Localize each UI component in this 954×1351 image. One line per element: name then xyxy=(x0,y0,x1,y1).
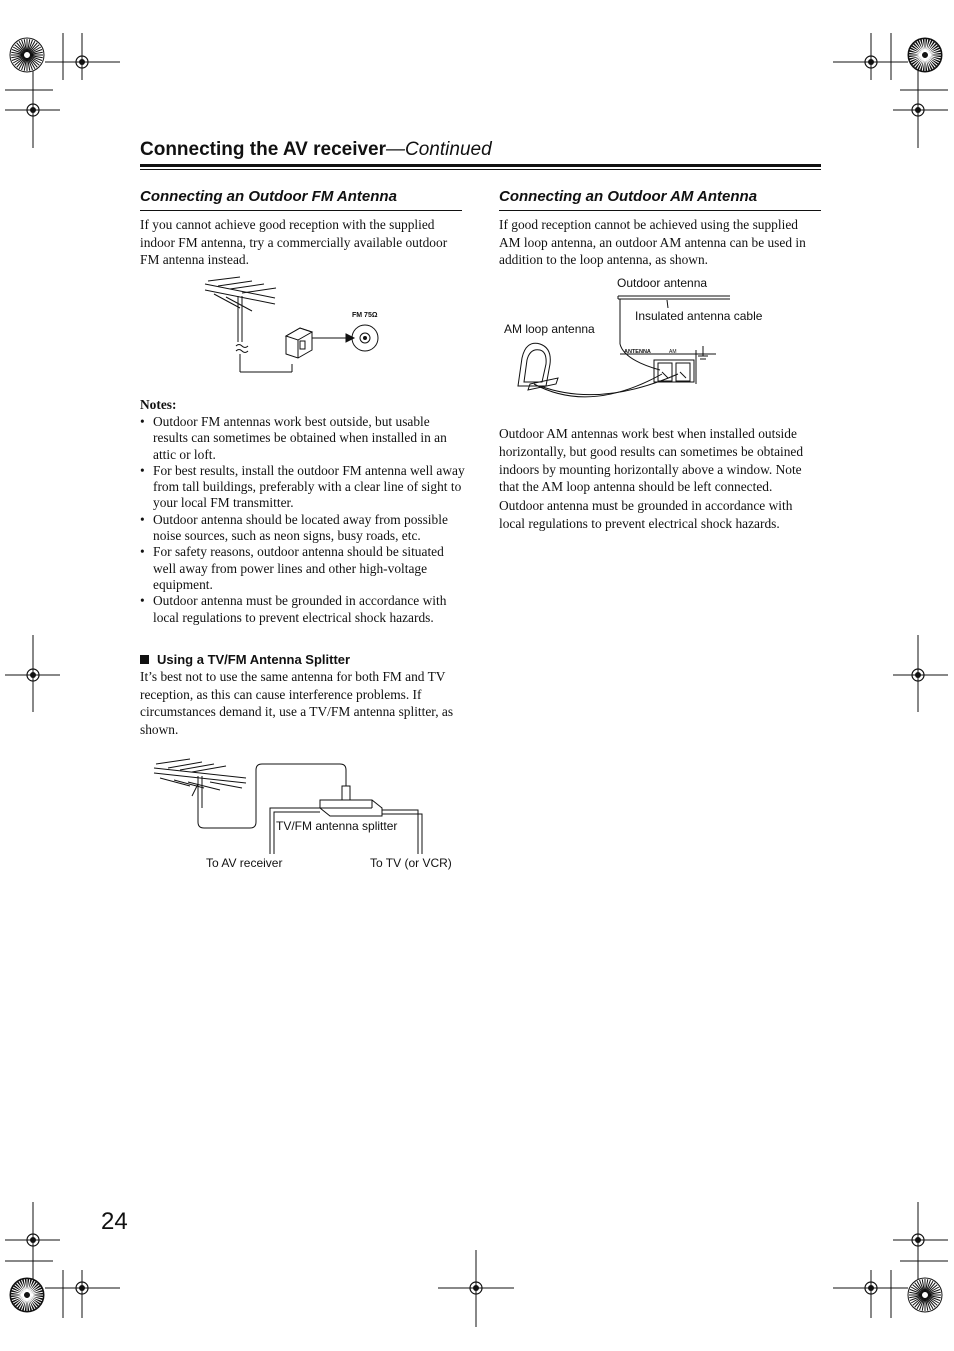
square-bullet-icon xyxy=(140,655,149,664)
splitter-label: TV/FM antenna splitter xyxy=(276,819,398,833)
splitter-figure xyxy=(150,756,470,876)
am-section-heading: Connecting an Outdoor AM Antenna xyxy=(499,188,758,205)
outdoor-antenna-label: Outdoor antenna xyxy=(617,276,708,290)
am-antenna-figure xyxy=(500,274,763,409)
header-rule xyxy=(140,164,821,167)
page-number: 24 xyxy=(101,1208,128,1235)
insulated-cable-label: Insulated antenna cable xyxy=(635,309,763,323)
fm-section-heading: Connecting an Outdoor FM Antenna xyxy=(140,188,397,205)
page-header xyxy=(140,139,492,161)
notes-list xyxy=(140,414,465,626)
note-item: • For best results, install the outdoor FM antenna well away from tall buildings, preferably with a clear line of sight to your local FM transmitter. xyxy=(140,463,465,512)
notes-heading: Notes: xyxy=(140,397,177,412)
fm-heading-rule xyxy=(140,210,462,211)
splitter-heading-text: Using a TV/FM Antenna Splitter xyxy=(157,652,351,667)
am-paragraph-1: Outdoor AM antennas work best when installed outside horizontally, but good results can sometimes be obtained indoors by mounting horizontally above a window. Note that the AM loop antenna should be left connected. xyxy=(499,426,804,495)
note-item: • Outdoor antenna should be located away from possible noise sources, such as neon signs, busy roads, etc. xyxy=(140,512,465,545)
header-continued: —Continued xyxy=(386,139,492,160)
header-title: Connecting the AV receiver xyxy=(140,139,387,160)
header-rule-thin xyxy=(140,169,821,170)
am-intro-paragraph: If good reception cannot be achieved using the supplied AM loop antenna, an outdoor AM antenna can be used in addition to the loop antenna, as shown. xyxy=(499,217,806,267)
splitter-heading xyxy=(140,652,350,667)
note-item: • For safety reasons, outdoor antenna should be situated well away from power lines and other high-voltage equipment. xyxy=(140,544,465,593)
note-item: • Outdoor FM antennas work best outside, but usable results can sometimes be obtained when installed in an attic or loft. xyxy=(140,414,465,463)
fm-jack-label: FM 75Ω xyxy=(352,312,378,319)
fm-intro-paragraph: If you cannot achieve good reception with the supplied indoor FM antenna, try a commercially available outdoor FM antenna instead. xyxy=(140,217,448,267)
splitter-paragraph: It’s best not to use the same antenna for both FM and TV reception, as this can cause interference problems. If circumstances demand it, use a TV/FM antenna splitter, as shown. xyxy=(140,669,454,737)
to-av-receiver-label: To AV receiver xyxy=(206,856,283,870)
fm-antenna-figure xyxy=(200,276,390,376)
am-loop-label: AM loop antenna xyxy=(504,322,595,336)
antenna-panel-label: ANTENNA xyxy=(624,349,651,355)
am-terminal-label: AM xyxy=(669,349,677,355)
am-heading-rule xyxy=(499,210,821,211)
am-paragraph-2: Outdoor antenna must be grounded in accordance with local regulations to prevent electrical shock hazards. xyxy=(499,498,793,531)
to-tv-label: To TV (or VCR) xyxy=(370,856,452,870)
note-item: • Outdoor antenna must be grounded in accordance with local regulations to prevent electrical shock hazards. xyxy=(140,593,465,626)
